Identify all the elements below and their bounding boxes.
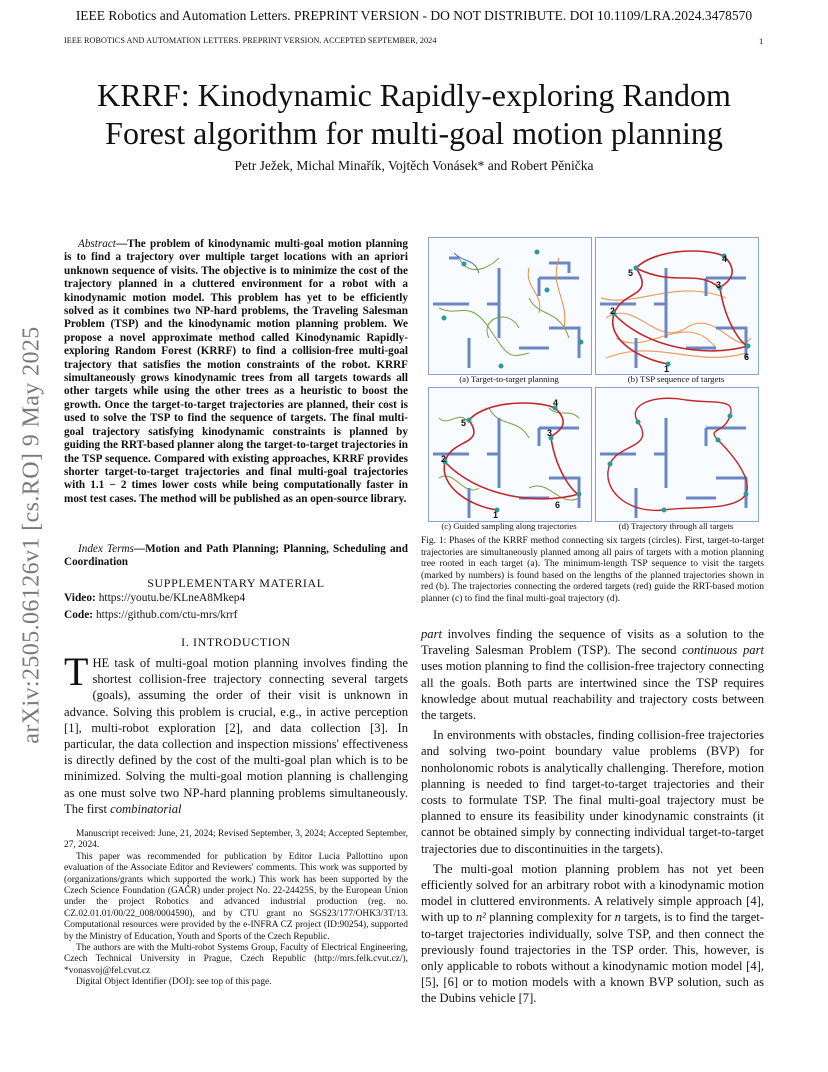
p1-text-b: uses motion planning to find the collision-free trajectory connecting all the goals. Both parts are intertwined since the TSP requires knowledge about mutual reachability and trajectory costs between the targets. [421, 659, 764, 723]
abstract-lead: Abstract [78, 238, 116, 250]
arxiv-stamp [12, 300, 52, 770]
intro-tail-italic: combinatorial [110, 801, 182, 816]
footnote-affiliation: The authors are with the Multi-robot Systems Group, Faculty of Electrical Engineering, Czech Technical University in Prague, Czech Republic (http://mrs.felk.cvut.cz/), *vonasvoj@fel.cvut.cz [64, 943, 408, 976]
paragraph-3 [421, 861, 764, 1007]
code-link[interactable]: https://github.com/ctu-mrs/krrf [95, 609, 238, 621]
paper-title [64, 76, 764, 152]
abstract-text: —The problem of kinodynamic multi-goal motion planning is to find a trajectory over multiple target locations with an apriori unknown sequence of visits. The objective is to minimize the cost of the trajectory planned in a cluttered environment for a robot with a kinodynamic motion model. This problem has yet to be efficiently solved as it combines two NP-hard problems, the Traveling Salesman Problem (TSP) and the kinodynamic motion planning problem. We propose a novel approximate method called Kinodynamic Rapidly-exploring Random Forest (KRRF) to find a collision-free multi-goal trajectory that satisfies the motion constraints of the robot. KRRF simultaneously grows kinodynamic trees from all targets towards all other targets while using the other trees as a heuristic to boost the growth. Once the target-to-target trajectories are planned, their cost is used to solve the TSP to find the sequence of targets. The final multi-goal trajectory satisfying kinodynamic constraints is planned by guiding the RRT-based planner along the target-to-target trajectories in the TSP sequence. Compared with existing approaches, KRRF provides shorter target-to-target trajectories and final multi-goal trajectories with 1.1 − 2 times lower costs while being computationally faster in most test cases. The method will be published as an open-source library. [64, 238, 408, 505]
figure-caption: Fig. 1: Phases of the KRRF method connecting six targets (circles). First, target-to-target trajectories are simultaneously planned among all pairs of targets with a motion planning tree rooted in each target (a). The minimum-length TSP sequence to visit the targets (marked by numbers) is found based on the lengths of the planned trajectories shown in red (b). The trajectories connecting the ordered targets (red) guide the RRT-based motion planner (c) to find the final multi-goal trajectory (d). [421, 536, 764, 604]
target-label-b-2: 2 [610, 306, 616, 316]
p3-math: n² [475, 910, 486, 925]
video-line [64, 592, 408, 604]
p3-text-c: targets, is to find the target-to-target trajectories individually, solve TSP, and then connect the previously found trajectories in the TSP order. This, however, is only applicable to robots without a kinodynamic motion model [4], [5], [6] or to motion models with a known BVP solution, such as the Dubins vehicle [7]. [421, 910, 764, 1006]
target-label-c-4: 4 [553, 398, 559, 408]
introduction-body [64, 649, 408, 817]
target-label-c-2: 2 [441, 454, 447, 464]
arxiv-stamp-text: arXiv:2505.06126v1 [cs.RO] 9 May 2025 [18, 326, 45, 744]
index-terms-text: —Motion and Path Planning; Planning, Scheduling and Coordination [64, 543, 408, 569]
title-line-1: KRRF: Kinodynamic Rapidly-exploring Random [97, 77, 731, 113]
panel-b-image [596, 238, 758, 374]
panel-b [595, 237, 759, 375]
p3-text-b: planning complexity for [485, 910, 615, 925]
page-number: 1 [759, 36, 764, 46]
target-label-b-4: 4 [722, 254, 728, 264]
drop-cap: T [64, 649, 89, 694]
panel-c-image [429, 388, 591, 521]
subcaption-d: (d) Trajectory through all targets [618, 521, 734, 531]
panel-d-image [596, 388, 758, 521]
intro-first-word: HE [92, 656, 110, 670]
p1-italic: part [421, 627, 442, 641]
target-label-b-1: 1 [664, 364, 670, 374]
target-label-b-5: 5 [628, 268, 634, 278]
panel-c [428, 387, 592, 522]
code-label: Code: [64, 609, 94, 621]
p3-text-a: The multi-goal motion planning problem has not yet been efficiently solved for an arbitrary robot with a kinodynamic motion model in cluttered environments. A relatively simple approach [4], with up to [421, 861, 764, 925]
p3-math-2: n [614, 910, 621, 925]
intro-text: task of multi-goal motion planning involves finding the shortest collision-free trajectory connecting several targets (goals), assuming the order of their visit is unknown in advance. Solving this problem is crucial, e.g., in active perception [1], multi-robot exploration [2], and data collection [3]. In particular, the data collection and inspection missions' effectiveness is directly defined by the cost of the multi-goal plan which is to be minimized. Solving the multi-goal motion planning is challenging as one must solve two NP-hard planning problems simultaneously. The first [64, 656, 408, 816]
target-label-c-5: 5 [461, 418, 467, 428]
figure-1 [425, 237, 765, 533]
p1-italic-2: continuous part [682, 643, 764, 658]
running-head: IEEE ROBOTICS AND AUTOMATION LETTERS. PREPRINT VERSION. ACCEPTED SEPTEMBER, 2024 [64, 36, 437, 45]
panel-a [428, 237, 592, 375]
introduction-heading: I. INTRODUCTION [181, 635, 291, 649]
index-terms-lead: Index Terms [78, 543, 134, 555]
video-link[interactable]: https://youtu.be/KLneA8Mkep4 [98, 592, 246, 604]
supplementary-heading: SUPPLEMENTARY MATERIAL [147, 576, 325, 590]
target-label-c-6: 6 [555, 500, 561, 510]
right-column-body [421, 626, 764, 1011]
subcaption-a: (a) Target-to-target planning [459, 374, 559, 384]
subcaption-b: (b) TSP sequence of targets [627, 374, 725, 384]
footnote-received: Manuscript received: June, 21, 2024; Revised September, 3, 2024; Accepted September, 27, 2024. [64, 829, 408, 851]
top-banner: IEEE Robotics and Automation Letters. PREPRINT VERSION - DO NOT DISTRIBUTE. DOI 10.1109/LRA.2024.3478570 [75, 8, 753, 23]
paragraph-1 [421, 626, 764, 723]
authors: Petr Ježek, Michal Minařík, Vojtěch Vonásek* and Robert Pěnička [234, 158, 594, 173]
abstract [64, 238, 408, 506]
video-label: Video: [64, 592, 96, 604]
subcaption-c: (c) Guided sampling along trajectories [441, 521, 577, 531]
index-terms [64, 543, 408, 570]
panel-d [595, 387, 759, 522]
title-line-2: Forest algorithm for multi-goal motion planning [105, 115, 723, 151]
p1-text-a: involves finding the sequence of visits as a solution to the Traveling Salesman Problem (TSP). The second [421, 627, 764, 658]
panel-a-image [429, 238, 591, 374]
footnote-doi: Digital Object Identifier (DOI): see top of this page. [76, 977, 272, 988]
code-line [64, 609, 408, 621]
paragraph-2: In environments with obstacles, finding collision-free trajectories and solving two-point boundary value problems (BVP) for nonholonomic robots is analytically challenging. Therefore, motion planning is needed to find target-to-target trajectories and their costs to formulate TSP. The final multi-goal trajectory must be planned to ensure its feasibility under kinodynamic constraints (it cannot be obtained simply by connecting individual target-to-target trajectories due to discontinuities in the targets). [421, 728, 764, 856]
footnote-funding: This paper was recommended for publication by Editor Lucia Pallottino upon evaluation of the Associate Editor and Reviewers' comments. This work was supported by (organizations/grants which supported the work.) This work has been supported by the Czech Science Foundation (GAČR) under project No. 22-24425S, by the European Union under the project Robotics and advanced industrial production (reg. no. CZ.02.01.01/00/22_008/0004590), and by CTU grant no SGS23/177/OHK3/3T/13. Computational resources were provided by the e-INFRA CZ project (ID:90254), supported by the Ministry of Education, Youth and Sports of the Czech Republic. [64, 851, 408, 942]
target-label-c-3: 3 [547, 428, 553, 438]
target-label-b-3: 3 [716, 280, 722, 290]
target-label-c-1: 1 [493, 510, 499, 520]
footnotes [64, 829, 408, 989]
target-label-b-6: 6 [744, 352, 750, 362]
